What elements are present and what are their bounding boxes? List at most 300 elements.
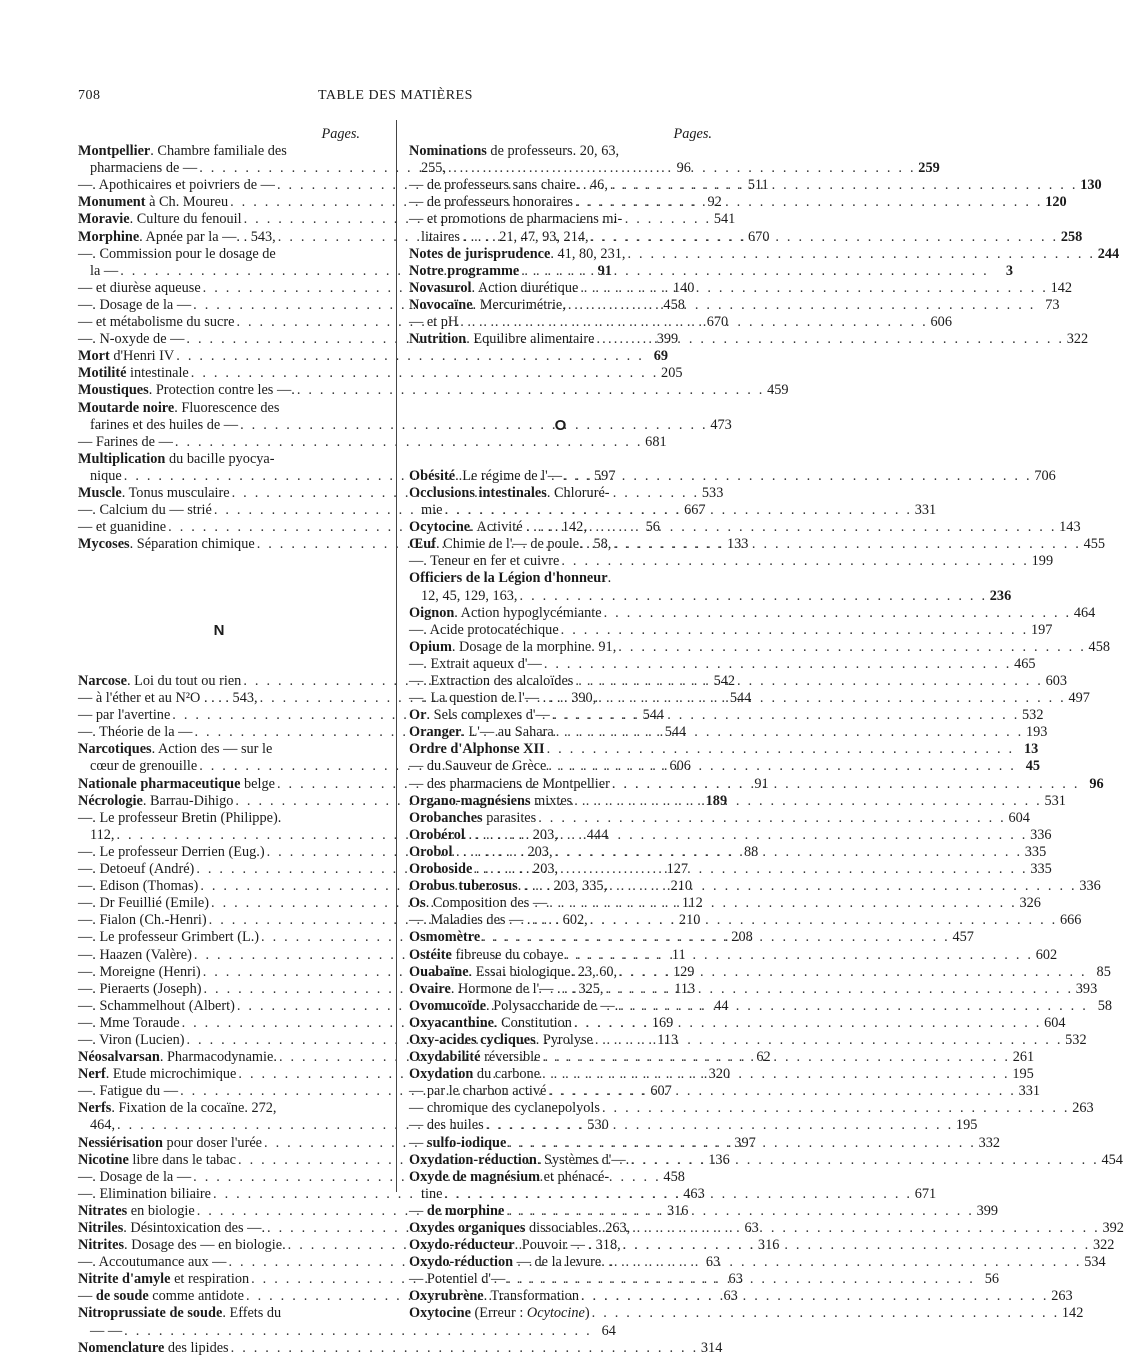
entry-text: —. Detoeuf (André): [78, 861, 195, 878]
index-entry: [409, 587, 1012, 605]
entry-text: Os. Composition des —: [409, 895, 548, 912]
entry-text: Nitroprussiate de soude. Effets du: [78, 1305, 282, 1322]
index-entry: [409, 655, 1036, 673]
page-ref: 136: [708, 1151, 730, 1168]
page-ref: 606: [930, 314, 952, 331]
page-ref: 533: [701, 484, 724, 501]
dot-leader: [590, 912, 1058, 929]
entry-text: Oxydabilité réversible: [409, 1049, 541, 1066]
page-ref: 316: [667, 1202, 689, 1219]
page-ref: 399: [976, 1202, 999, 1219]
spacer: [409, 382, 712, 399]
index-entry: [409, 809, 1030, 827]
index-entry: [78, 348, 668, 365]
entry-text: Notre programme: [409, 262, 520, 279]
page-ref: 197: [1030, 621, 1053, 638]
page-ref: 534: [1084, 1254, 1106, 1271]
dot-leader: [548, 1083, 1016, 1100]
page-ref: 399: [656, 331, 679, 348]
entry-text: — du Sauveur de Grèce: [409, 758, 547, 775]
page-ref: 96: [676, 160, 691, 177]
entry-text: Oxydes organiques dissociables. 263,: [409, 1220, 631, 1236]
index-entry: [409, 245, 1120, 263]
entry-text: Mycoses. Séparation chimique: [78, 536, 255, 553]
dot-leader: [486, 1117, 954, 1134]
page-ref: 604: [1008, 809, 1030, 826]
page-ref: 542: [713, 673, 736, 689]
page-ref: 335: [1024, 843, 1047, 860]
page-ref: 320: [708, 1066, 731, 1083]
index-entry: [409, 1220, 1124, 1237]
page-ref: 602: [1035, 946, 1058, 963]
page-ref: 140: [672, 279, 695, 296]
dot-leader: [542, 1066, 1010, 1083]
section-letter: O: [554, 416, 567, 434]
spacer: [409, 365, 712, 382]
dot-leader: [561, 622, 1029, 639]
entry-text: Mort d'Henri IV: [78, 348, 175, 365]
index-entry: [78, 400, 360, 417]
page-ref: 205: [661, 365, 683, 382]
page-ref: 544: [664, 724, 687, 741]
page-ref: 113: [657, 1031, 679, 1048]
entry-text: Nutrition. Equilibre alimentaire: [409, 331, 595, 348]
entry-text: Moustiques. Protection contre les —.: [78, 382, 295, 399]
dot-leader: [520, 588, 988, 605]
entry-text: —. Calcium du — strié: [78, 502, 212, 519]
page-ref: 3: [1005, 262, 1013, 279]
entry-text: Nitriles. Désintoxication des —.: [78, 1220, 266, 1236]
entry-text: Montpellier. Chambre familiale des: [78, 143, 287, 160]
page-ref: 392: [1102, 1220, 1124, 1236]
dot-leader: [444, 1186, 912, 1203]
spacer: [409, 451, 712, 468]
entry-text: Nerf. Etude microchimique: [78, 1066, 237, 1083]
entry-text: Nitrates en biologie: [78, 1202, 195, 1219]
index-entry: [409, 467, 1056, 485]
dot-leader: [521, 263, 989, 280]
column-divider: [396, 120, 397, 1192]
index-entry: [409, 741, 1039, 758]
page-ref: 130: [1080, 177, 1102, 194]
entry-text: — et métabolisme du sucre: [78, 314, 235, 331]
page-ref: 532: [1022, 707, 1044, 724]
dot-leader: [124, 1323, 592, 1340]
page-ref: 244: [1097, 245, 1120, 262]
dot-leader: [556, 724, 1024, 741]
dot-leader: [538, 810, 1006, 827]
dot-leader: [549, 895, 1017, 912]
entry-text: Nominations de professeurs. 20, 63,: [409, 143, 620, 160]
index-entry: [78, 1305, 360, 1322]
dot-leader: [507, 1271, 975, 1288]
page-ref: 195: [1012, 1066, 1034, 1083]
spacer: [409, 348, 712, 365]
entry-text: — sulfo-iodique: [409, 1134, 507, 1151]
page-ref: 64: [601, 1322, 616, 1339]
index-entry: [409, 861, 1052, 878]
page-ref: 208: [731, 929, 753, 946]
entry-text: —. Elimination biliaire: [78, 1185, 212, 1202]
page-ref: 544: [729, 690, 752, 707]
dot-leader: [508, 1135, 976, 1152]
index-entry: [78, 1100, 360, 1117]
entry-text: cœur de grenouille: [90, 758, 198, 775]
entry-text: — Potentiel d'—: [409, 1271, 506, 1288]
dot-leader: [591, 229, 1059, 246]
page-ref: 113: [674, 980, 696, 997]
entry-text: Nomenclature des lipides: [78, 1339, 229, 1356]
index-entry: [78, 451, 360, 468]
entry-text: —. Extrait aqueux d'—: [409, 655, 542, 672]
entry-text: —. Viron (Lucien): [78, 1031, 185, 1048]
page-ref: 73: [1045, 296, 1060, 313]
entry-text: — par le charbon activé: [409, 1083, 547, 1100]
spacer: [78, 570, 360, 587]
entry-text: — chromique des cyclanepolyols: [409, 1100, 600, 1117]
index-entry: [78, 1339, 723, 1357]
page-ref: 666: [1059, 912, 1082, 929]
spacer: [78, 553, 360, 570]
page-ref: 63: [728, 1271, 743, 1288]
entry-text: —. Pieraerts (Joseph): [78, 980, 202, 997]
index-entry: [409, 621, 1053, 639]
page-ref: 210: [670, 878, 693, 895]
index-entry: [409, 1014, 1066, 1032]
index-entry: [409, 604, 1096, 622]
page-ref: 607: [650, 1083, 672, 1100]
index-entry: [78, 1322, 616, 1340]
index-entry: [78, 246, 360, 263]
entry-text: —. Dosage de la —: [78, 296, 192, 313]
dot-leader: [482, 929, 950, 946]
dot-leader: [580, 280, 1048, 297]
entry-text: Oxydo-réduction — de la levure. .: [409, 1254, 612, 1271]
page-ref: 96: [1089, 775, 1104, 792]
entry-text: — —: [90, 1322, 123, 1339]
dot-leader: [548, 758, 1016, 775]
entry-text: — Farines de —: [78, 433, 173, 450]
page-ref: 544: [642, 707, 665, 724]
index-entry: [409, 296, 1060, 314]
entry-text: —. Apothicaires et poivriers de —: [78, 177, 275, 194]
entry-text: Narcotiques. Action des — sur le: [78, 741, 273, 758]
index-entry: [409, 1305, 1084, 1322]
page-ref: 69: [653, 348, 668, 365]
page-ref: 457: [952, 929, 974, 946]
page-ref: 11: [671, 946, 686, 963]
page-ref: 169: [651, 1014, 674, 1031]
page-ref: 458: [663, 1168, 685, 1185]
entry-text: Ovaire. Hormone de l'— . . . 325,: [409, 980, 604, 997]
entry-text: —. Commission pour le dosage de: [78, 245, 276, 262]
index-entry: [409, 143, 712, 160]
page-ref: 133: [726, 536, 749, 553]
entry-text: Œuf. Chimie de l'— de poule. . 58,: [409, 536, 612, 553]
page-ref: 56: [984, 1271, 1000, 1288]
entry-text: —. Le professeur Derrien (Eug.): [78, 843, 265, 860]
dot-leader: [620, 998, 1088, 1015]
index-entry: [409, 1202, 999, 1220]
page-ref: 56: [645, 519, 660, 536]
entry-text: — et promotions de pharmaciens mi-: [409, 211, 623, 228]
page-ref: 88: [744, 843, 759, 860]
entry-text: — et guanidine: [78, 519, 167, 536]
dot-leader: [561, 553, 1029, 570]
entry-text: —. La question de l'— . . . . 390,: [409, 690, 597, 707]
index-entry: [409, 1185, 937, 1203]
page-ref: 193: [1025, 724, 1048, 741]
dot-leader: [574, 1015, 1042, 1032]
entry-text: — de morphine: [409, 1202, 505, 1219]
entry-text: Oxy-acides cycliques. Pyrolyse: [409, 1031, 593, 1048]
entry-text: —. Fialon (Ch.-Henri): [78, 912, 207, 929]
section-letter: N: [213, 621, 225, 639]
page-ref: 473: [710, 416, 732, 433]
entry-text: tine: [421, 1185, 443, 1202]
dot-leader: [612, 776, 1080, 793]
entry-text: — des pharmaciens de Montpellier: [409, 775, 610, 792]
entry-text: — de soude comme antidote: [78, 1288, 245, 1305]
page-ref: 511: [747, 177, 769, 194]
spacer: [78, 588, 360, 605]
index-entry: [78, 365, 683, 382]
dot-leader: [506, 1203, 974, 1220]
page-ref: 541: [713, 211, 736, 228]
page-ref: 62: [756, 1049, 771, 1066]
dot-leader: [560, 827, 1028, 844]
page-ref: 336: [1079, 878, 1101, 895]
spacer: [78, 605, 360, 622]
entry-text: —. Teneur en fer et cuivre: [409, 553, 560, 570]
entry-text: pharmaciens de —: [90, 160, 198, 177]
index-entry: [409, 553, 1054, 570]
entry-text: —. Maladies des — . . . . . 602,: [409, 912, 588, 929]
entry-text: Oranger. L'— au Sahara: [409, 724, 554, 741]
entry-text: Multiplication du bacille pyocya-: [78, 450, 275, 467]
spacer: [409, 434, 712, 451]
page-ref: 195: [955, 1117, 978, 1134]
entry-text: Ordre d'Alphonse XII: [409, 741, 545, 758]
page-ref: 129: [672, 963, 695, 980]
page-ref: 530: [587, 1117, 609, 1134]
entry-text: —. Accoutumance aux —: [78, 1254, 227, 1271]
entry-text: Orobol . . . . . . . . . . 203,: [409, 843, 553, 860]
entry-text: — par l'avertine: [78, 707, 171, 724]
entry-text: —. Haazen (Valère): [78, 946, 192, 963]
dot-leader: [618, 639, 1086, 656]
dot-leader: [231, 1340, 699, 1357]
page-ref: 261: [1012, 1049, 1035, 1066]
page-ref: 455: [1083, 536, 1106, 553]
dot-leader: [460, 314, 928, 331]
entry-text: la —: [90, 262, 119, 279]
entry-text: —. Fatigue du —: [78, 1083, 179, 1100]
page-ref: 331: [914, 502, 937, 519]
index-entry: [409, 1169, 712, 1186]
dot-leader: [568, 297, 1036, 314]
entry-text: — des huiles: [409, 1117, 484, 1134]
dot-leader: [602, 1100, 1070, 1117]
entry-text: —. Schammelhout (Albert): [78, 997, 235, 1014]
page-ref: 316: [757, 1237, 780, 1254]
dot-leader: [565, 947, 1033, 964]
entry-text: —. Dosage de la —: [78, 1168, 192, 1185]
page-ref: 459: [767, 382, 789, 399]
index-entry: [409, 912, 1082, 929]
entry-text: Morphine. Apnée par la —. . 543,: [78, 228, 276, 245]
running-title: TABLE DES MATIÈRES: [318, 88, 473, 103]
entry-text: 464,: [90, 1117, 116, 1134]
dot-leader: [613, 536, 1081, 553]
entry-text: 112,: [90, 826, 115, 843]
entry-text: Or. Sels complexes d'—: [409, 707, 550, 724]
index-entry: [409, 878, 1101, 895]
page-ref: 142: [1050, 279, 1073, 296]
entry-text: Nessiérisation pour doser l'urée: [78, 1134, 263, 1151]
index-entry: [409, 963, 1111, 981]
page-ref: 91: [754, 775, 769, 792]
page-ref: 332: [978, 1134, 1001, 1151]
page-ref: 671: [914, 1185, 937, 1202]
entry-text: — de professeurs sans chaire. . 46,: [409, 177, 608, 194]
spacer: [78, 656, 360, 673]
entry-text: —. Le professeur Bretin (Philippe).: [78, 809, 282, 826]
dot-leader: [596, 331, 1064, 348]
index-entry: [409, 758, 1041, 775]
index-entry: [409, 724, 1048, 741]
entry-text: — et pH: [409, 314, 459, 331]
dot-leader: [560, 861, 1028, 878]
page-ref: 322: [1092, 1237, 1115, 1254]
index-entry: [409, 262, 1013, 280]
entry-text: —. Acide protocatéchique: [409, 621, 559, 638]
entry-text: Opium. Dosage de la morphine. 91,: [409, 638, 617, 655]
spacer: [78, 639, 360, 656]
page-ref: 263: [1072, 1100, 1094, 1117]
page-ref: 465: [1014, 655, 1036, 672]
entry-text: Officiers de la Légion d'honneur.: [409, 570, 612, 587]
dot-leader: [542, 1049, 1010, 1066]
entry-text: —. N-oxyde de —: [78, 331, 185, 348]
entry-text: Nerfs. Fixation de la cocaïne. 272,: [78, 1100, 277, 1117]
page-ref: 322: [1066, 331, 1089, 348]
pages-heading: Pages.: [321, 126, 360, 142]
entry-text: 255,: [421, 160, 447, 177]
entry-text: Ouabaïne. Essai biologique. 23, 60,: [409, 963, 618, 980]
entry-text: Oxyacanthine. Constitution: [409, 1014, 572, 1031]
page-ref: 331: [1018, 1083, 1041, 1100]
entry-text: Narcose. Loi du tout ou rien: [78, 673, 242, 689]
index-entry: [78, 810, 360, 827]
entry-text: — de professeurs honoraires: [409, 194, 573, 211]
entry-text: —. Extraction des alcaloïdes: [409, 673, 574, 689]
page-ref: 127: [666, 861, 689, 878]
index-entry: [409, 211, 712, 228]
page-ref: 85: [1096, 963, 1111, 980]
entry-text: farines et des huiles de —: [90, 416, 239, 433]
page-ref: 463: [683, 1185, 705, 1202]
page-ref: 397: [734, 1134, 756, 1151]
dot-leader: [609, 878, 1077, 895]
page-ref: 335: [1030, 861, 1052, 878]
entry-text: mie: [421, 502, 443, 519]
entry-text: Oxydation-réduction. Systèmes d'—.: [409, 1151, 630, 1168]
entry-text: Moravie. Culture du fenouil: [78, 211, 242, 228]
dot-leader: [592, 1305, 1060, 1322]
page-ref: 336: [1030, 826, 1052, 843]
entry-text: Occlusions intestinales. Chloruré-: [409, 484, 610, 501]
entry-text: —. Dr Feuillié (Emile): [78, 895, 210, 912]
page-ref: 120: [1045, 194, 1067, 211]
dot-leader: [575, 673, 1043, 690]
dot-leader: [575, 194, 1043, 211]
entry-text: —. Le professeur Grimbert (L.): [78, 929, 260, 946]
entry-text: Ovomucoïde. Polysaccharide de —.: [409, 997, 619, 1014]
page-ref: 314: [700, 1339, 723, 1356]
entry-text: Orobérol . . . . . . . . . 203,: [409, 826, 558, 843]
entry-text: Notes de jurisprudence. 41, 80, 231,: [409, 245, 626, 262]
entry-text: nique: [90, 467, 122, 484]
page-ref: 454: [1101, 1151, 1123, 1168]
page-ref: 63: [705, 1254, 721, 1271]
index-entry: [409, 707, 1044, 724]
entry-text: Organo-magnésiens mixtes: [409, 792, 573, 809]
page-ref: 606: [669, 758, 691, 775]
page-ref: 393: [1075, 980, 1098, 997]
index-entry: [409, 946, 1058, 964]
entry-text: Motilité intestinale: [78, 365, 189, 382]
entry-text: Novasurol. Action diurétique: [409, 279, 579, 296]
page-ref: 58: [1097, 997, 1112, 1014]
index-entry: [409, 1031, 1087, 1049]
entry-text: Oxytocine (Erreur : Ocytocine): [409, 1305, 590, 1322]
entry-text: Oroboside . . . . . . . . 203,: [409, 861, 559, 878]
page-ref: 13: [1024, 741, 1039, 758]
entry-text: Orobanches parasites: [409, 809, 537, 826]
page-ref: 667: [684, 502, 706, 519]
index-entry: [409, 160, 940, 177]
index-entry: [409, 1288, 1073, 1305]
dot-leader: [595, 1032, 1063, 1049]
page-ref: 199: [1031, 553, 1054, 570]
page-ref: 597: [594, 467, 616, 484]
dot-leader: [574, 793, 1042, 810]
page-ref: 189: [705, 792, 728, 809]
page-ref: 142: [1061, 1305, 1084, 1322]
index-entry: [409, 1083, 1041, 1100]
entry-text: Obésité. Le régime de l'—: [409, 467, 563, 484]
dot-leader: [564, 468, 1032, 485]
entry-text: — et diurèse aqueuse: [78, 279, 201, 296]
dot-leader: [623, 1237, 1091, 1254]
index-entry: [78, 382, 789, 399]
page-ref: 236: [989, 587, 1012, 604]
entry-text: Monument à Ch. Moureu: [78, 194, 229, 211]
page-ref: 706: [1034, 467, 1056, 484]
entry-text: Moutarde noire. Fluorescence des: [78, 399, 280, 416]
entry-text: Oxyrubrène. Transformation: [409, 1288, 579, 1305]
index-entry: [78, 143, 360, 160]
page-ref: 497: [1068, 690, 1090, 707]
entry-text: Néosalvarsan. Pharmacodynamie.: [78, 1049, 277, 1066]
index-entry: [409, 1117, 978, 1134]
page-ref: 45: [1025, 758, 1041, 775]
page-ref: 63: [723, 1288, 738, 1305]
index-entry: [409, 279, 1073, 297]
entry-text: Ostéite fibreuse du cobaye: [409, 946, 564, 963]
dot-leader: [555, 844, 1023, 861]
